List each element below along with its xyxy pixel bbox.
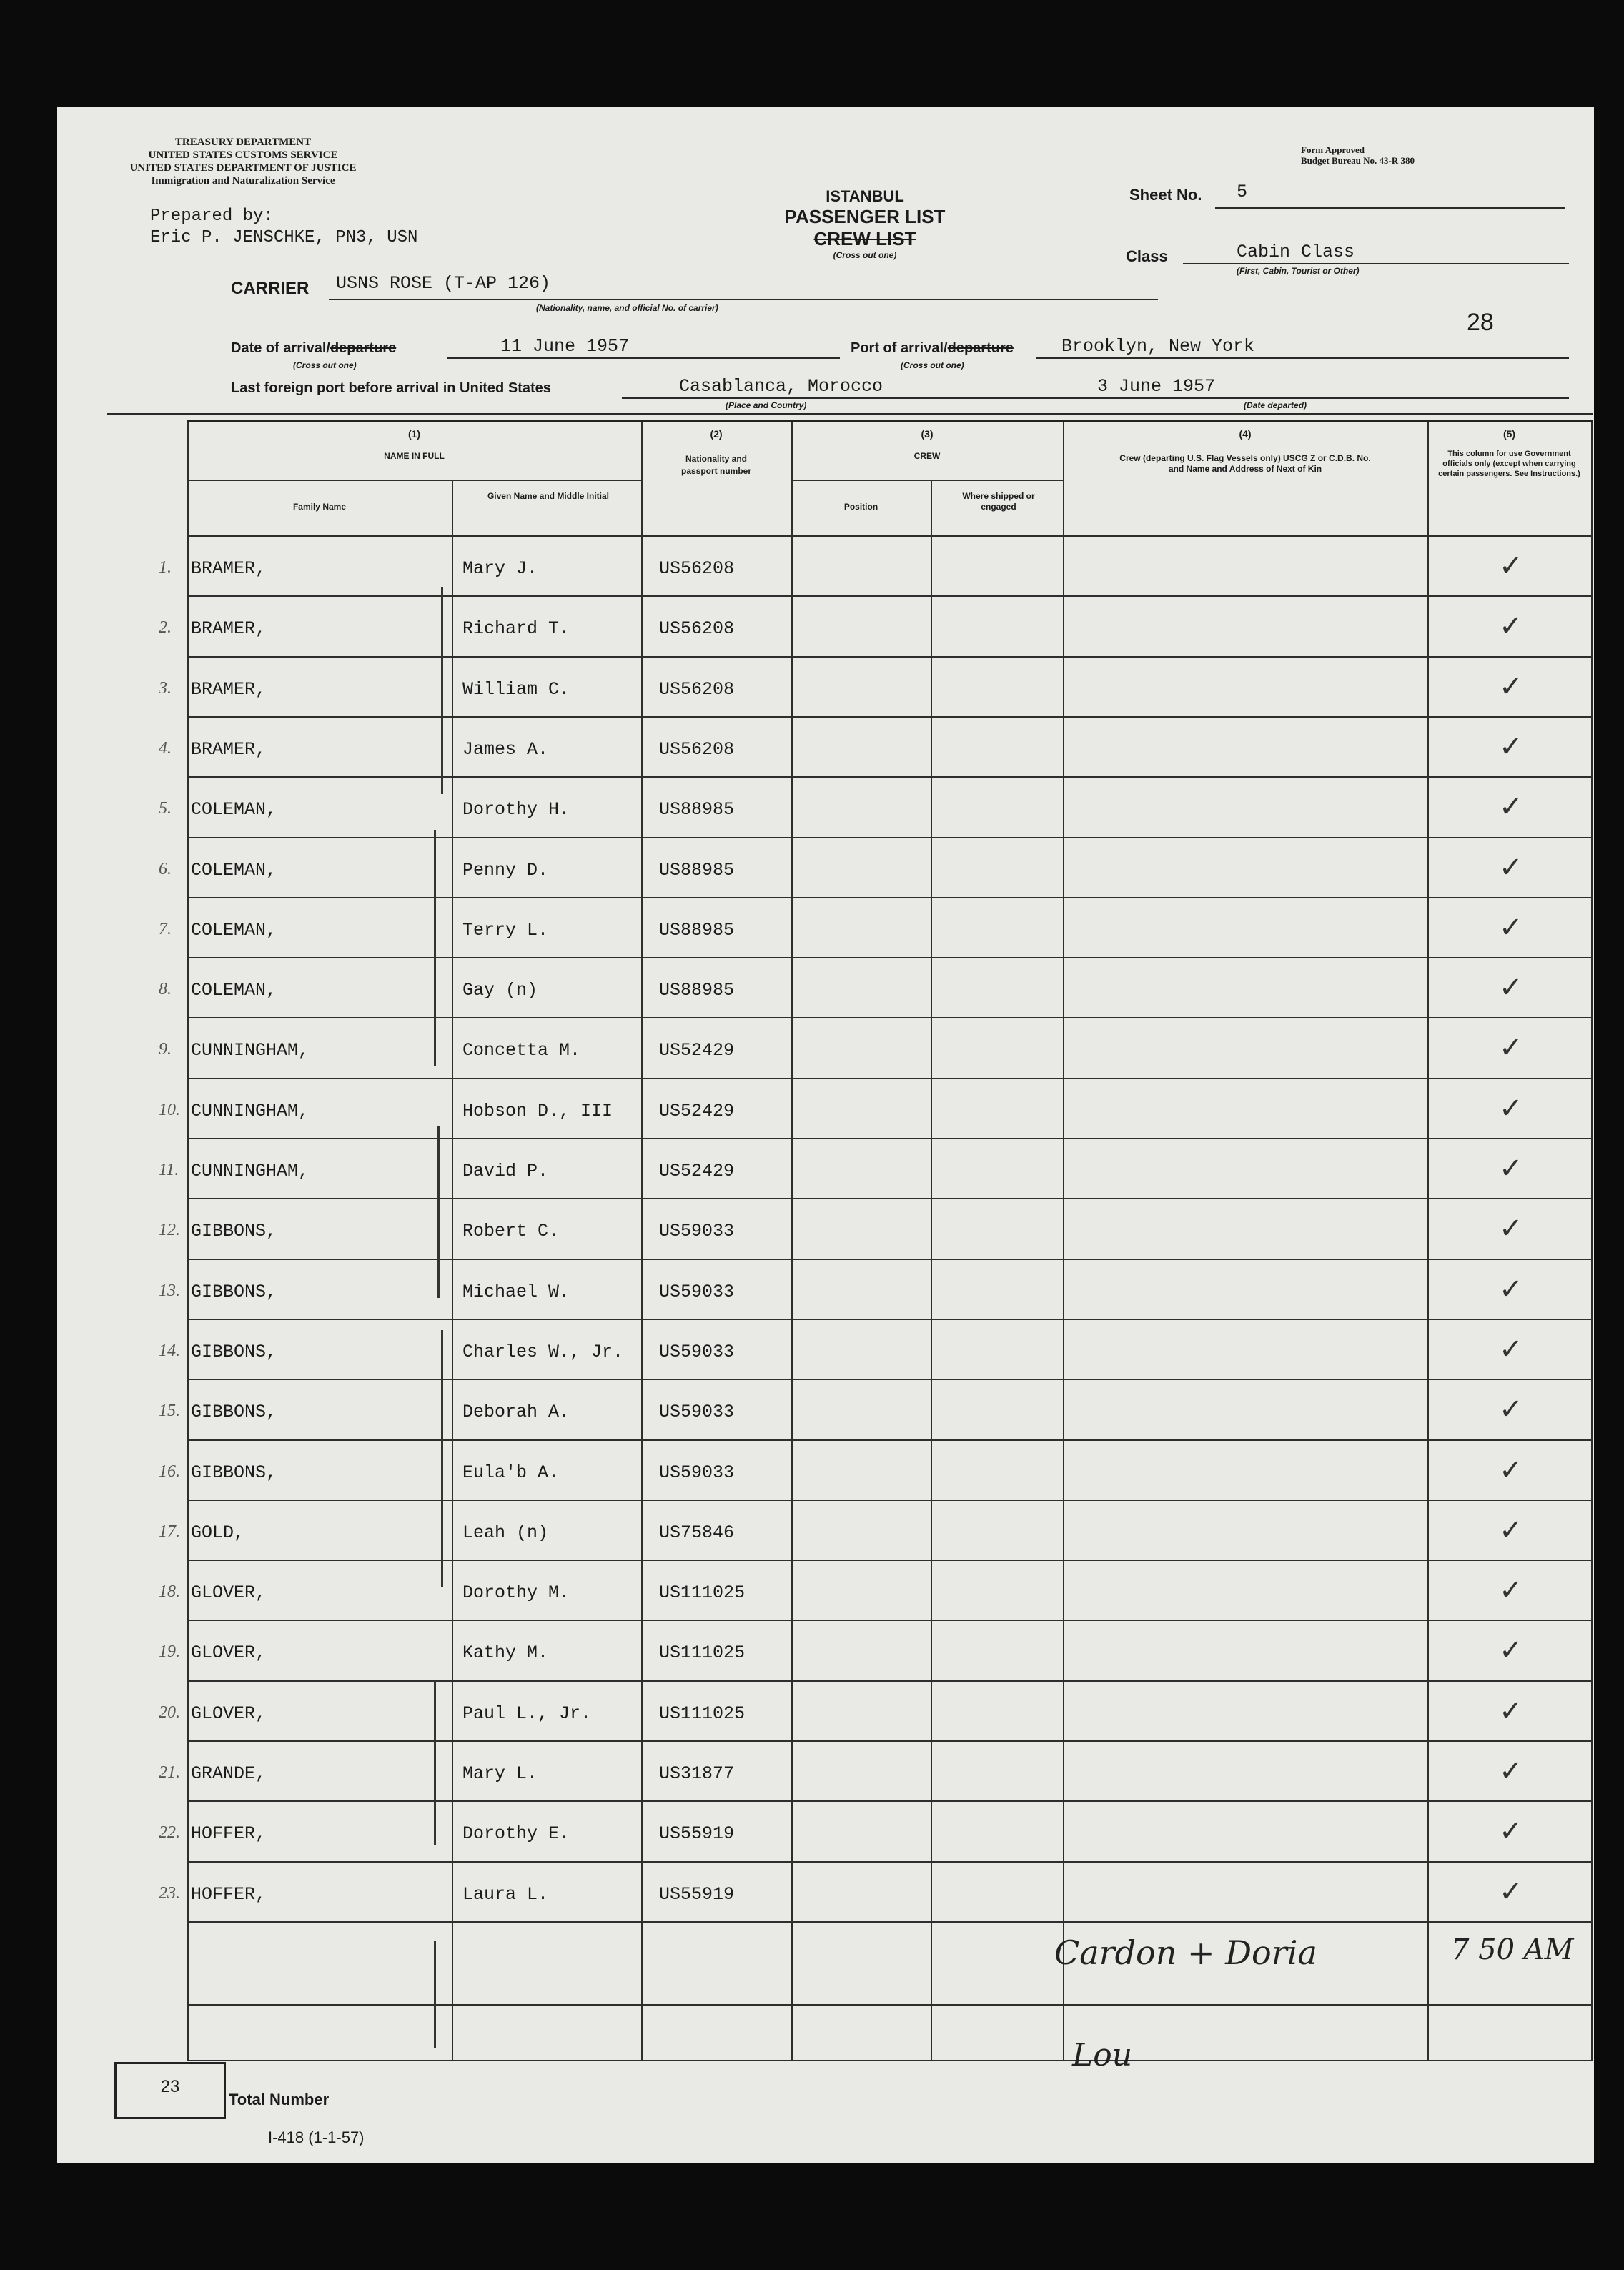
col2-title: Nationality and passport number — [680, 454, 751, 476]
family-name: GOLD, — [191, 1522, 245, 1543]
port-arrival-value: Brooklyn, New York — [1061, 336, 1255, 357]
carrier-value: USNS ROSE (T-AP 126) — [336, 273, 551, 294]
list-title-note: (Cross out one) — [833, 250, 897, 260]
family-name: GIBBONS, — [191, 1221, 277, 1242]
family-name: GIBBONS, — [191, 1462, 277, 1483]
passport-number: US111025 — [659, 1642, 746, 1664]
check-mark-icon: ✓ — [1499, 610, 1523, 643]
row-number: 8. — [159, 980, 172, 999]
sheet-label: Sheet No. — [1129, 186, 1202, 204]
passport-number: US31877 — [659, 1763, 735, 1784]
page-number: 28 — [1467, 309, 1494, 336]
col4-title: Crew (departing U.S. Flag Vessels only) USCG Z or C.D.B. No. and Name and Address of Next of Kin — [1119, 453, 1371, 474]
check-mark-icon: ✓ — [1499, 1815, 1523, 1848]
table-row — [159, 778, 1593, 838]
check-mark-icon: ✓ — [1499, 851, 1523, 884]
check-mark-icon: ✓ — [1499, 1755, 1523, 1788]
row-number: 22. — [159, 1823, 180, 1843]
port-departure-struck: departure — [947, 340, 1014, 356]
given-name: Paul L., Jr. — [462, 1702, 592, 1724]
given-name: Hobson D., III — [462, 1100, 613, 1121]
passport-number: US52429 — [659, 1100, 735, 1121]
table-row — [159, 838, 1593, 899]
row-number: 2. — [159, 618, 172, 638]
col5-num: (5) — [1502, 428, 1516, 440]
passport-number: US88985 — [659, 919, 735, 941]
last-port-note: (Place and Country) — [726, 400, 807, 410]
family-name: CUNNINGHAM, — [191, 1161, 310, 1181]
date-arrival-note: (Cross out one) — [293, 360, 357, 370]
table-row — [159, 537, 1593, 598]
list-title-passenger: PASSENGER LIST — [784, 206, 946, 227]
table-row — [159, 1863, 1593, 1923]
given-name: William C. — [462, 678, 570, 700]
check-mark-icon: ✓ — [1499, 1212, 1523, 1246]
row-number: 17. — [159, 1522, 180, 1541]
table-row — [159, 1621, 1593, 1682]
sheet-value: 5 — [1237, 182, 1248, 202]
given-name: Terry L. — [462, 919, 549, 941]
passport-number: US59033 — [659, 1341, 735, 1362]
class-label: Class — [1126, 247, 1168, 265]
port-arrival-label — [851, 340, 1014, 357]
check-mark-icon: ✓ — [1499, 1875, 1523, 1908]
row-number: 6. — [159, 859, 172, 878]
col3-header — [791, 428, 1063, 462]
check-mark-icon: ✓ — [1499, 670, 1523, 703]
family-name: GLOVER, — [191, 1582, 267, 1604]
date-departure-struck: departure — [330, 340, 397, 356]
table-row — [159, 898, 1593, 959]
check-mark-icon: ✓ — [1499, 1453, 1523, 1487]
passport-number: US56208 — [659, 618, 735, 640]
family-name: GLOVER, — [191, 1642, 267, 1664]
family-name: COLEMAN, — [191, 919, 277, 941]
prepared-by-name: Eric P. JENSCHKE, PN3, USN — [150, 228, 418, 247]
check-mark-icon: ✓ — [1499, 1091, 1523, 1125]
agency-line-3: UNITED STATES DEPARTMENT OF JUSTICE — [129, 162, 357, 174]
table-row — [159, 1199, 1593, 1260]
check-mark-icon: ✓ — [1499, 1332, 1523, 1366]
check-mark-icon: ✓ — [1499, 1031, 1523, 1065]
table-row — [159, 1501, 1593, 1562]
date-arrival-label-text: Date of arrival/ — [231, 340, 330, 356]
given-name: Deborah A. — [462, 1402, 570, 1423]
table-row — [159, 1260, 1593, 1321]
table-row — [159, 1441, 1593, 1502]
given-name: Charles W., Jr. — [462, 1341, 624, 1362]
family-name: GIBBONS, — [191, 1402, 277, 1423]
col2-num: (2) — [710, 428, 723, 440]
col1-header — [187, 428, 641, 462]
row-number: 10. — [159, 1100, 180, 1119]
passport-number: US56208 — [659, 738, 735, 760]
date-arrival-label — [231, 340, 396, 357]
time-note: 7 50 AM — [1451, 1933, 1574, 1966]
table-row — [159, 1139, 1593, 1200]
family-name: GIBBONS, — [191, 1281, 277, 1302]
table-row — [159, 958, 1593, 1019]
passport-number: US52429 — [659, 1161, 735, 1181]
col2-header — [641, 428, 791, 477]
passport-number: US111025 — [659, 1702, 746, 1724]
row-number: 5. — [159, 799, 172, 818]
check-mark-icon: ✓ — [1499, 550, 1523, 583]
agency-line-4: Immigration and Naturalization Service — [151, 175, 335, 187]
last-port-label: Last foreign port before arrival in United States — [231, 380, 551, 396]
row-number: 12. — [159, 1221, 180, 1240]
check-mark-icon: ✓ — [1499, 730, 1523, 763]
col3-num: (3) — [921, 428, 934, 440]
total-label: Total Number — [229, 2091, 330, 2108]
prepared-by — [150, 206, 417, 249]
given-name: Eula'b A. — [462, 1462, 560, 1483]
given-name: Dorothy M. — [462, 1582, 570, 1604]
check-mark-icon: ✓ — [1499, 1694, 1523, 1728]
family-name: BRAMER, — [191, 618, 267, 640]
carrier-label: CARRIER — [231, 279, 310, 298]
family-name: BRAMER, — [191, 678, 267, 700]
last-port-value: Casablanca, Morocco — [679, 376, 883, 397]
given-name: Dorothy E. — [462, 1823, 570, 1845]
check-mark-icon: ✓ — [1499, 1272, 1523, 1306]
port-arrival-label-text: Port of arrival/ — [851, 340, 948, 356]
agency-line-1: TREASURY DEPARTMENT — [174, 137, 312, 148]
col1-num: (1) — [407, 428, 421, 440]
passport-number: US56208 — [659, 678, 735, 700]
passenger-table — [159, 420, 1593, 2061]
family-name: COLEMAN, — [191, 859, 277, 881]
check-mark-icon: ✓ — [1499, 1513, 1523, 1547]
date-arrival-value: 11 June 1957 — [500, 336, 630, 357]
form-approved-line-2: Budget Bureau No. 43-R 380 — [1301, 155, 1415, 166]
check-mark-icon: ✓ — [1499, 1393, 1523, 1427]
col1-given-header: Given Name and Middle Initial — [487, 491, 610, 501]
row-number: 7. — [159, 919, 172, 938]
family-name: GLOVER, — [191, 1702, 267, 1724]
class-value: Cabin Class — [1237, 242, 1355, 262]
passport-number: US59033 — [659, 1221, 735, 1242]
table-row — [159, 1079, 1593, 1140]
total-box — [114, 2062, 226, 2119]
passport-number: US88985 — [659, 799, 735, 821]
given-name: Gay (n) — [462, 980, 538, 1001]
family-name: BRAMER, — [191, 558, 267, 579]
row-number: 14. — [159, 1341, 180, 1360]
row-number: 11. — [159, 1161, 179, 1179]
family-name: HOFFER, — [191, 1823, 267, 1845]
given-name: Laura L. — [462, 1883, 549, 1905]
given-name: Michael W. — [462, 1281, 570, 1302]
given-name: Concetta M. — [462, 1040, 581, 1061]
given-name: Kathy M. — [462, 1642, 549, 1664]
col3-where-header: Where shipped or engaged — [962, 491, 1035, 512]
passport-number: US55919 — [659, 1823, 735, 1845]
row-number: 4. — [159, 738, 172, 758]
row-number: 21. — [159, 1763, 180, 1782]
row-number: 23. — [159, 1883, 180, 1903]
col4-num: (4) — [1239, 428, 1252, 440]
passport-number: US88985 — [659, 980, 735, 1001]
table-row — [159, 1742, 1593, 1803]
agency-header — [107, 136, 379, 187]
signature: Cardon + Doria — [1054, 1933, 1317, 1972]
passport-number: US111025 — [659, 1582, 746, 1604]
passport-number: US56208 — [659, 558, 735, 579]
table-row — [159, 1380, 1593, 1441]
family-name: COLEMAN, — [191, 799, 277, 821]
check-mark-icon: ✓ — [1499, 971, 1523, 1005]
form-number: I-418 (1-1-57) — [268, 2128, 365, 2146]
list-title-stamp: ISTANBUL — [826, 187, 904, 205]
row-number: 9. — [159, 1040, 172, 1059]
check-mark-icon: ✓ — [1499, 1634, 1523, 1667]
given-name: Dorothy H. — [462, 799, 570, 821]
passport-number: US52429 — [659, 1040, 735, 1061]
passport-number: US59033 — [659, 1281, 735, 1302]
family-name: HOFFER, — [191, 1883, 267, 1905]
check-mark-icon: ✓ — [1499, 1152, 1523, 1185]
class-note: (First, Cabin, Tourist or Other) — [1237, 266, 1360, 276]
form-approved — [1301, 144, 1415, 166]
table-row — [159, 1320, 1593, 1381]
port-arrival-note: (Cross out one) — [901, 360, 964, 370]
row-number: 13. — [159, 1281, 180, 1300]
given-name: Penny D. — [462, 859, 549, 881]
family-name: CUNNINGHAM, — [191, 1040, 310, 1061]
check-mark-icon: ✓ — [1499, 790, 1523, 824]
given-name: James A. — [462, 738, 549, 760]
check-mark-icon: ✓ — [1499, 911, 1523, 944]
table-row — [159, 1561, 1593, 1622]
passport-number: US75846 — [659, 1522, 735, 1543]
row-number: 20. — [159, 1702, 180, 1722]
given-name: Richard T. — [462, 618, 570, 640]
table-row — [159, 597, 1593, 658]
total-value: 23 — [160, 2077, 180, 2096]
family-name: CUNNINGHAM, — [191, 1100, 310, 1121]
table-row — [159, 1682, 1593, 1743]
passenger-list-sheet — [57, 107, 1594, 2163]
check-mark-icon: ✓ — [1499, 1574, 1523, 1607]
col1-title: NAME IN FULL — [384, 451, 445, 461]
passport-number: US88985 — [659, 859, 735, 881]
form-approved-line-1: Form Approved — [1301, 144, 1365, 155]
row-number: 3. — [159, 678, 172, 698]
list-title — [772, 187, 958, 260]
col1-family-header: Family Name — [292, 502, 347, 512]
carrier-note: (Nationality, name, and official No. of carrier) — [536, 303, 718, 313]
prepared-by-label: Prepared by: — [150, 207, 274, 226]
row-number: 18. — [159, 1582, 180, 1602]
given-name: David P. — [462, 1161, 549, 1181]
agency-line-2: UNITED STATES CUSTOMS SERVICE — [148, 149, 338, 161]
row-number: 1. — [159, 558, 172, 577]
col4-header — [1063, 428, 1427, 475]
family-name: BRAMER, — [191, 738, 267, 760]
last-port-date: 3 June 1957 — [1097, 376, 1216, 397]
table-row — [159, 658, 1593, 718]
col5-title: This column for use Government officials only (except when carrying certain passengers. See Instructions.) — [1438, 450, 1580, 478]
row-number: 19. — [159, 1642, 180, 1662]
col3-title: CREW — [914, 451, 941, 461]
given-name: Robert C. — [462, 1221, 560, 1242]
initials: Lou — [1072, 2037, 1133, 2073]
passport-number: US59033 — [659, 1462, 735, 1483]
col3-position-header: Position — [843, 502, 878, 512]
given-name: Leah (n) — [462, 1522, 549, 1543]
table-row — [159, 718, 1593, 778]
table-row — [159, 1018, 1593, 1079]
family-name: COLEMAN, — [191, 980, 277, 1001]
given-name: Mary J. — [462, 558, 538, 579]
passport-number: US55919 — [659, 1883, 735, 1905]
last-port-date-note: (Date departed) — [1244, 400, 1307, 410]
given-name: Mary L. — [462, 1763, 538, 1784]
row-number: 15. — [159, 1402, 180, 1421]
family-name: GRANDE, — [191, 1763, 267, 1784]
col5-header — [1427, 428, 1591, 479]
passport-number: US59033 — [659, 1402, 735, 1423]
table-row — [159, 1802, 1593, 1863]
list-title-crew-struck: CREW LIST — [813, 228, 916, 249]
family-name: GIBBONS, — [191, 1341, 277, 1362]
row-number: 16. — [159, 1462, 180, 1481]
